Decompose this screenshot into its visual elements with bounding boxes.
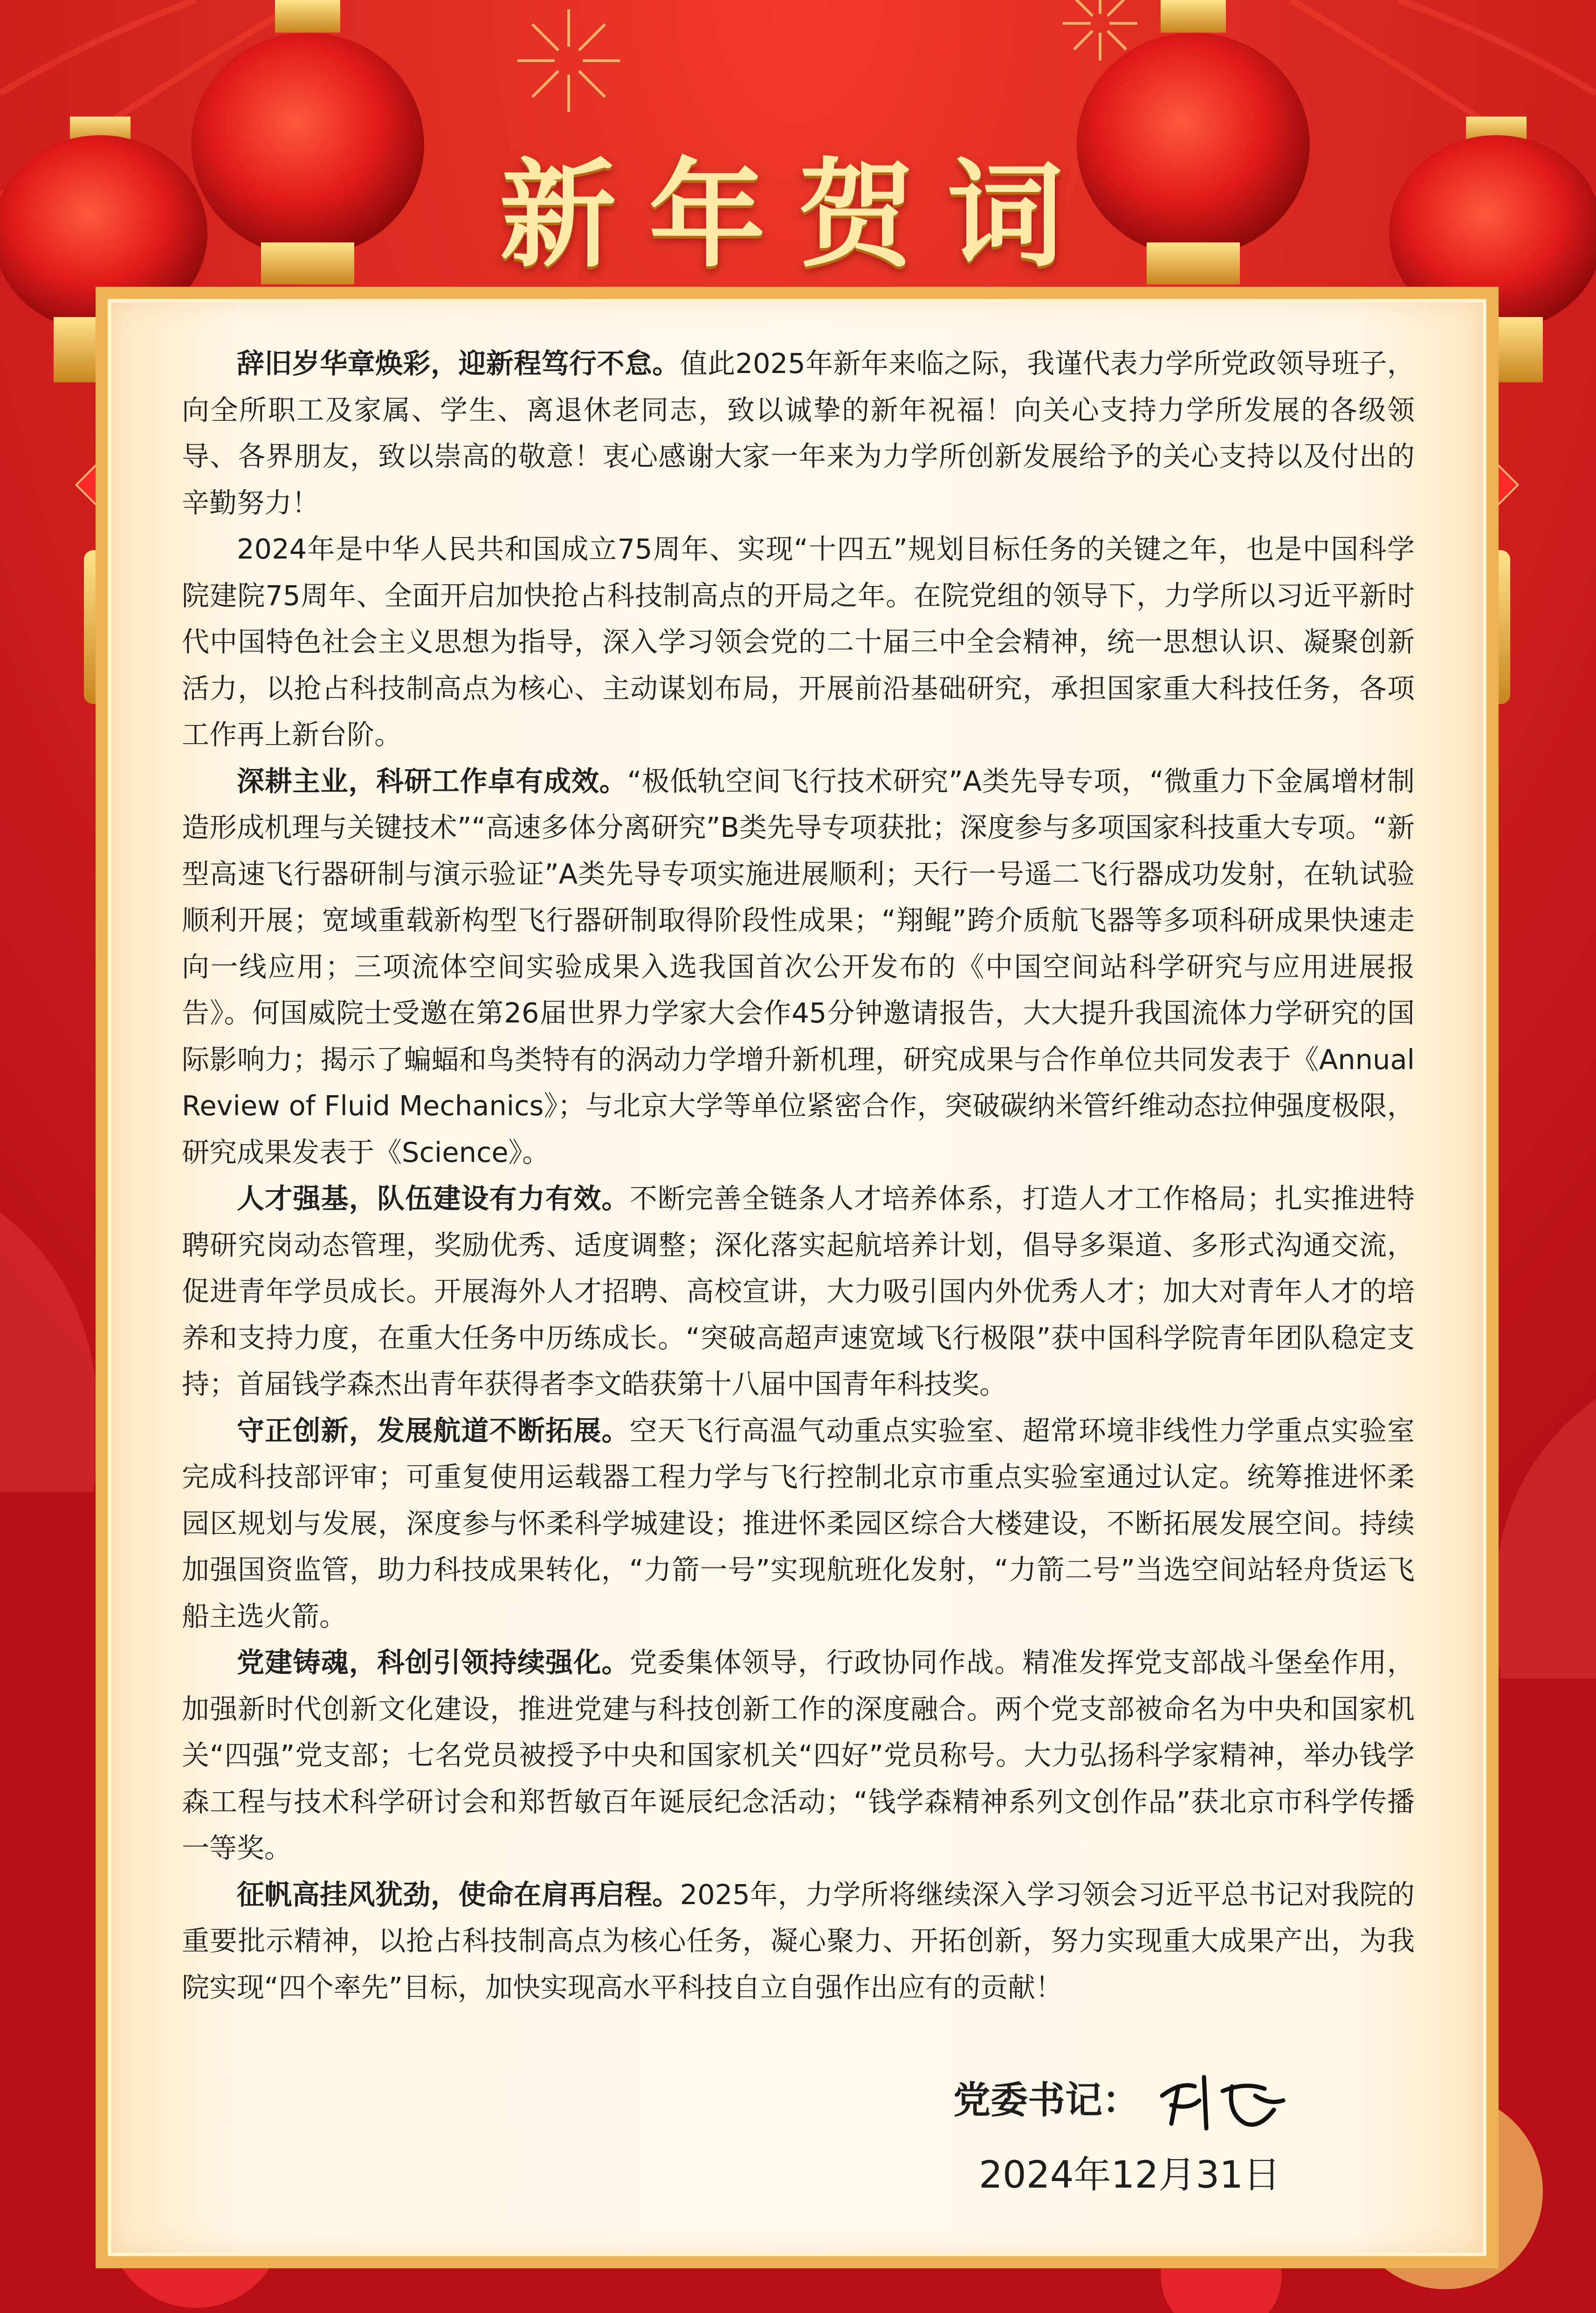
paragraph-lead: 辞旧岁华章焕彩，迎新程笃行不怠。	[237, 347, 680, 380]
signature-block	[953, 2068, 1293, 2138]
paragraph-text: 2025年，力学所将继续深入学习领会习近平总书记对我院的重要批示精神，以抢占科技制高点为核心任务，凝心聚力、开拓创新，努力实现重大成果产出，为我院实现“四个率先”目标，加快实现高水平科技自立自强作出应有的贡献！	[182, 1878, 1415, 2003]
letter-date: 2024年12月31日	[979, 2153, 1281, 2196]
paragraph-text: 2024年是中华人民共和国成立75周年、实现“十四五”规划目标任务的关键之年，也是中国科学院建院75周年、全面开启加快抢占科技制高点的开局之年。在院党组的领导下，力学所以习近平新时代中国特色社会主义思想为指导，深入学习领会党的二十届三中全会精神，统一思想认识、凝聚创新活力，以抢占科技制高点为核心、主动谋划布局，开展前沿基础研究，承担国家重大科技任务，各项工作再上新台阶。	[182, 533, 1415, 751]
paragraph-text: 值此2025年新年来临之际，我谨代表力学所党政领导班子，向全所职工及家属、学生、离退休老同志，致以诚挚的新年祝福！向关心支持力学所发展的各级领导、各界朋友，致以崇高的敬意！衷心感谢大家一年来为力学所创新发展给予的关心支持以及付出的辛勤努力！	[182, 347, 1415, 519]
paragraph	[182, 340, 1415, 526]
paragraph-text: “极低轨空间飞行技术研究”A类先导专项，“微重力下金属增材制造形成机理与关键技术”“高速多体分离研究”B类先导专项获批；深度参与多项国家科技重大专项。“新型高速飞行器研制与演示验证”A类先导专项实施进展顺利；天行一号遥二飞行器成功发射，在轨试验顺利开展；宽域重载新构型飞行器研制取得阶段性成果；“翔鲲”跨介质航飞器等多项科研成果快速走向一线应用；三项流体空间实验成果入选我国首次公开发布的《中国空间站科学研究与应用进展报告》。何国威院士受邀在第26届世界力学家大会作45分钟邀请报告，大大提升我国流体力学研究的国际影响力；揭示了蝙蝠和鸟类特有的涡动力学增升新机理，研究成果与合作单位共同发表于《Annual Review of Fluid Mechanics》；与北京大学等单位紧密合作，突破碳纳米管纤维动态拉伸强度极限，研究成果发表于《Science》。	[182, 765, 1415, 1168]
paragraph-text: 党委集体领导，行政协同作战。精准发挥党支部战斗堡垒作用，加强新时代创新文化建设，推进党建与科技创新工作的深度融合。两个党支部被命名为中央和国家机关“四强”党支部；七名党员被授予中央和国家机关“四好”党员称号。大力弘扬科学家精神，举办钱学森工程与技术科学研讨会和郑哲敏百年诞辰纪念活动；“钱学森精神系列文创作品”获北京市科学传播一等奖。	[182, 1646, 1415, 1864]
paragraph	[182, 526, 1415, 758]
signature-label: 党委书记：	[953, 2078, 1140, 2122]
paragraph-lead: 守正创新，发展航道不断拓展。	[237, 1414, 630, 1447]
letter-body	[182, 340, 1415, 2010]
handwritten-signature-icon	[1153, 2068, 1293, 2138]
paragraph	[182, 758, 1415, 1176]
paragraph	[182, 1639, 1415, 1871]
paragraph-lead: 人才强基，队伍建设有力有效。	[237, 1182, 630, 1215]
paragraph-lead: 征帆高挂风犹劲，使命在肩再启程。	[237, 1878, 680, 1911]
paragraph	[182, 1871, 1415, 2011]
paragraph-lead: 深耕主业，科研工作卓有成效。	[237, 765, 627, 797]
paragraph-text: 不断完善全链条人才培养体系，打造人才工作格局；扎实推进特聘研究岗动态管理，奖励优秀、适度调整；深化落实起航培养计划，倡导多渠道、多形式沟通交流，促进青年学员成长。开展海外人才招聘、高校宣讲，大力吸引国内外优秀人才；加大对青年人才的培养和支持力度，在重大任务中历练成长。“突破高超声速宽域飞行极限”获中国科学院青年团队稳定支持；首届钱学森杰出青年获得者李文皓获第十八届中国青年科技奖。	[182, 1182, 1415, 1400]
paragraph	[182, 1408, 1415, 1640]
page-title: 新年贺词	[500, 147, 1096, 283]
paragraph	[182, 1175, 1415, 1408]
paragraph-text: 空天飞行高温气动重点实验室、超常环境非线性力学重点实验室完成科技部评审；可重复使用运载器工程力学与飞行控制北京市重点实验室通过认定。统筹推进怀柔园区规划与发展，深度参与怀柔科学城建设；推进怀柔园区综合大楼建设，不断拓展发展空间。持续加强国资监管，助力科技成果转化，“力箭一号”实现航班化发射，“力箭二号”当选空间站轻舟货运飞船主选火箭。	[182, 1414, 1415, 1632]
paragraph-lead: 党建铸魂，科创引领持续强化。	[237, 1646, 630, 1678]
